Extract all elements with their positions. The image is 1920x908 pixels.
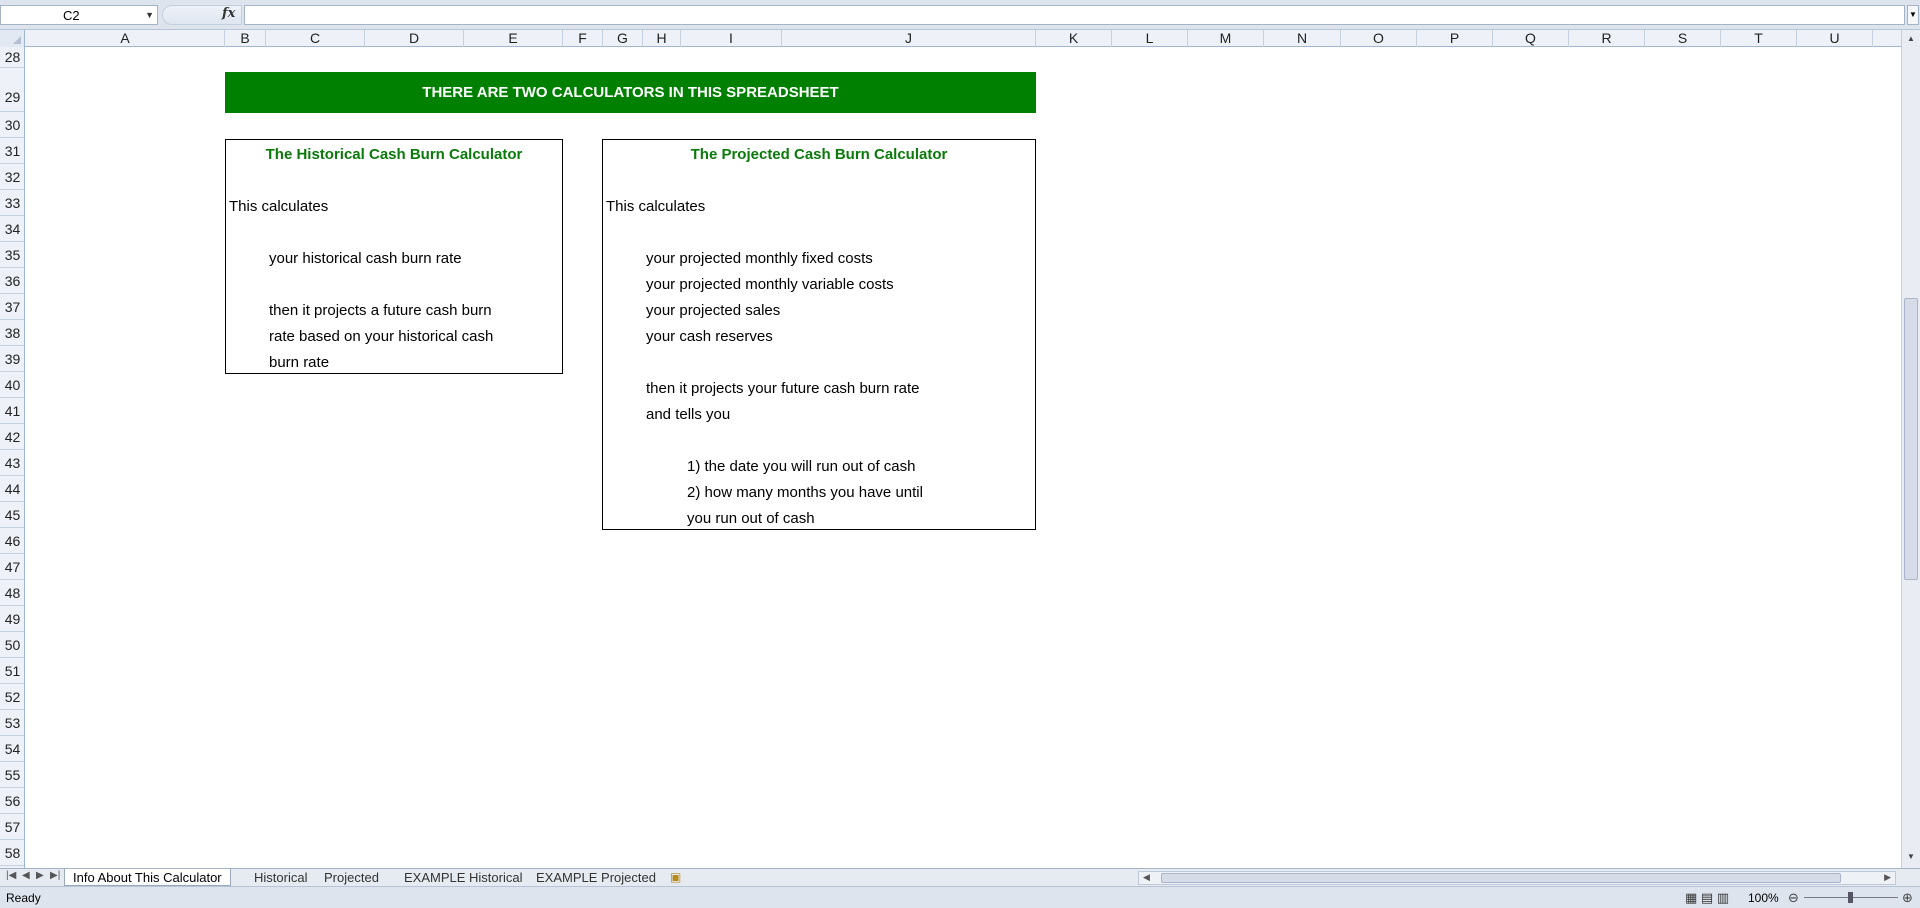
row-header[interactable]: 46 — [0, 528, 25, 554]
row-header[interactable]: 54 — [0, 736, 25, 762]
scroll-down-icon[interactable]: ▼ — [1907, 852, 1915, 861]
historical-line: burn rate — [269, 354, 330, 371]
row-header[interactable]: 58 — [0, 840, 25, 866]
column-header-g[interactable]: G — [603, 30, 643, 47]
column-header-a[interactable]: A — [26, 30, 225, 47]
insert-sheet-icon[interactable]: ▣ — [670, 870, 682, 884]
select-all-button[interactable] — [0, 30, 25, 47]
vertical-scrollbar[interactable] — [1901, 30, 1920, 868]
chevron-down-icon[interactable]: ▼ — [145, 10, 154, 20]
projected-line: 1) the date you will run out of cash — [687, 458, 916, 475]
zoom-out-icon[interactable]: ⊖ — [1788, 890, 1799, 905]
name-box[interactable] — [0, 5, 158, 25]
projected-line: your projected sales — [646, 302, 781, 319]
row-header[interactable]: 31 — [0, 138, 25, 164]
worksheet-grid[interactable] — [26, 47, 1901, 868]
column-headers — [0, 30, 1920, 47]
row-header[interactable]: 50 — [0, 632, 25, 658]
prev-sheet-icon[interactable]: ◀ — [22, 870, 30, 881]
row-header[interactable]: 48 — [0, 580, 25, 606]
zoom-in-icon[interactable]: ⊕ — [1902, 890, 1913, 905]
sheet-tab-bar — [0, 868, 1920, 886]
projected-line: 2) how many months you have until — [687, 484, 923, 501]
projected-calculator-title: The Projected Cash Burn Calculator — [690, 146, 948, 163]
historical-line: your historical cash burn rate — [269, 250, 462, 267]
horizontal-scrollbar[interactable] — [1138, 871, 1896, 885]
formula-bar — [0, 0, 1920, 30]
column-header-p[interactable]: P — [1417, 30, 1493, 47]
normal-view-icon[interactable]: ▦ — [1685, 890, 1698, 905]
column-header-k[interactable]: K — [1036, 30, 1112, 47]
row-header[interactable]: 36 — [0, 268, 25, 294]
vertical-scroll-thumb[interactable] — [1904, 298, 1918, 580]
row-header[interactable]: 32 — [0, 164, 25, 190]
row-header[interactable]: 38 — [0, 320, 25, 346]
row-header[interactable]: 57 — [0, 814, 25, 840]
row-header[interactable]: 43 — [0, 450, 25, 476]
tab-projected[interactable]: Projected — [324, 870, 379, 885]
column-header-m[interactable]: M — [1188, 30, 1264, 47]
column-header-j[interactable]: J — [782, 30, 1036, 47]
column-header-n[interactable]: N — [1264, 30, 1341, 47]
name-box-value: C2 — [63, 8, 80, 23]
zoom-level[interactable]: 100% — [1748, 891, 1779, 905]
row-header[interactable]: 29 — [0, 68, 25, 112]
column-header-l[interactable]: L — [1112, 30, 1188, 47]
row-header[interactable]: 37 — [0, 294, 25, 320]
column-header-o[interactable]: O — [1341, 30, 1417, 47]
page-layout-view-icon[interactable]: ▤ — [1700, 890, 1714, 905]
info-banner: THERE ARE TWO CALCULATORS IN THIS SPREADSHEET — [225, 72, 1036, 113]
row-header[interactable]: 39 — [0, 346, 25, 372]
historical-calculator-box — [225, 139, 563, 374]
column-header-f[interactable]: F — [563, 30, 603, 47]
insert-function-icon[interactable]: fx — [222, 6, 236, 21]
historical-intro: This calculates — [229, 198, 329, 215]
row-header[interactable]: 41 — [0, 398, 25, 424]
column-header-q[interactable]: Q — [1493, 30, 1569, 47]
historical-line: then it projects a future cash burn — [269, 302, 492, 319]
column-header-t[interactable]: T — [1721, 30, 1797, 47]
page-break-view-icon[interactable]: ▥ — [1716, 890, 1730, 905]
projected-line: you run out of cash — [687, 510, 815, 527]
tab-info-about-this-calculator[interactable]: Info About This Calculator — [64, 869, 231, 886]
historical-calculator-title: The Historical Cash Burn Calculator — [265, 146, 523, 163]
tab-example-projected[interactable]: EXAMPLE Projected — [536, 870, 656, 885]
last-sheet-icon[interactable]: ▶| — [50, 870, 61, 881]
status-bar — [0, 886, 1920, 908]
row-header[interactable]: 51 — [0, 658, 25, 684]
row-header[interactable]: 53 — [0, 710, 25, 736]
row-header[interactable]: 55 — [0, 762, 25, 788]
zoom-thumb[interactable] — [1848, 892, 1853, 903]
column-header-r[interactable]: R — [1569, 30, 1645, 47]
projected-calculator-box — [602, 139, 1036, 530]
row-header[interactable]: 28 — [0, 47, 25, 68]
column-header-h[interactable]: H — [643, 30, 681, 47]
row-headers — [0, 47, 25, 868]
column-header-d[interactable]: D — [365, 30, 464, 47]
row-header[interactable]: 42 — [0, 424, 25, 450]
scroll-right-icon[interactable]: ▶ — [1884, 872, 1891, 882]
first-sheet-icon[interactable]: |◀ — [6, 870, 17, 881]
row-header[interactable]: 45 — [0, 502, 25, 528]
row-header[interactable]: 49 — [0, 606, 25, 632]
row-header[interactable]: 34 — [0, 216, 25, 242]
tab-historical[interactable]: Historical — [254, 870, 308, 885]
projected-line: and tells you — [646, 406, 731, 423]
column-header-b[interactable]: B — [225, 30, 266, 47]
historical-line: rate based on your historical cash — [269, 328, 494, 345]
projected-line: your cash reserves — [646, 328, 773, 345]
row-header[interactable]: 33 — [0, 190, 25, 216]
scroll-left-icon[interactable]: ◀ — [1143, 872, 1150, 882]
row-header[interactable]: 44 — [0, 476, 25, 502]
scroll-up-icon[interactable]: ▲ — [1907, 34, 1915, 43]
row-header[interactable]: 30 — [0, 112, 25, 138]
row-header[interactable]: 35 — [0, 242, 25, 268]
projected-line: then it projects your future cash burn rate — [646, 380, 920, 397]
horizontal-scroll-thumb[interactable] — [1161, 873, 1841, 883]
row-header[interactable]: 47 — [0, 554, 25, 580]
column-header-u[interactable]: U — [1797, 30, 1873, 47]
formula-input[interactable] — [244, 5, 1905, 25]
projected-intro: This calculates — [606, 198, 706, 215]
tab-example-historical[interactable]: EXAMPLE Historical — [404, 870, 523, 885]
row-header[interactable]: 40 — [0, 372, 25, 398]
column-header-i[interactable]: I — [681, 30, 782, 47]
column-header-e[interactable]: E — [464, 30, 563, 47]
column-header-c[interactable]: C — [266, 30, 365, 47]
projected-line: your projected monthly fixed costs — [646, 250, 873, 267]
projected-line: your projected monthly variable costs — [646, 276, 894, 293]
column-header-s[interactable]: S — [1645, 30, 1721, 47]
view-buttons — [1685, 890, 1729, 906]
status-ready: Ready — [6, 891, 41, 905]
expand-formula-bar-icon[interactable]: ▼ — [1907, 5, 1919, 25]
next-sheet-icon[interactable]: ▶ — [36, 870, 44, 881]
row-header[interactable]: 56 — [0, 788, 25, 814]
row-header[interactable]: 52 — [0, 684, 25, 710]
zoom-slider[interactable] — [1786, 891, 1916, 905]
